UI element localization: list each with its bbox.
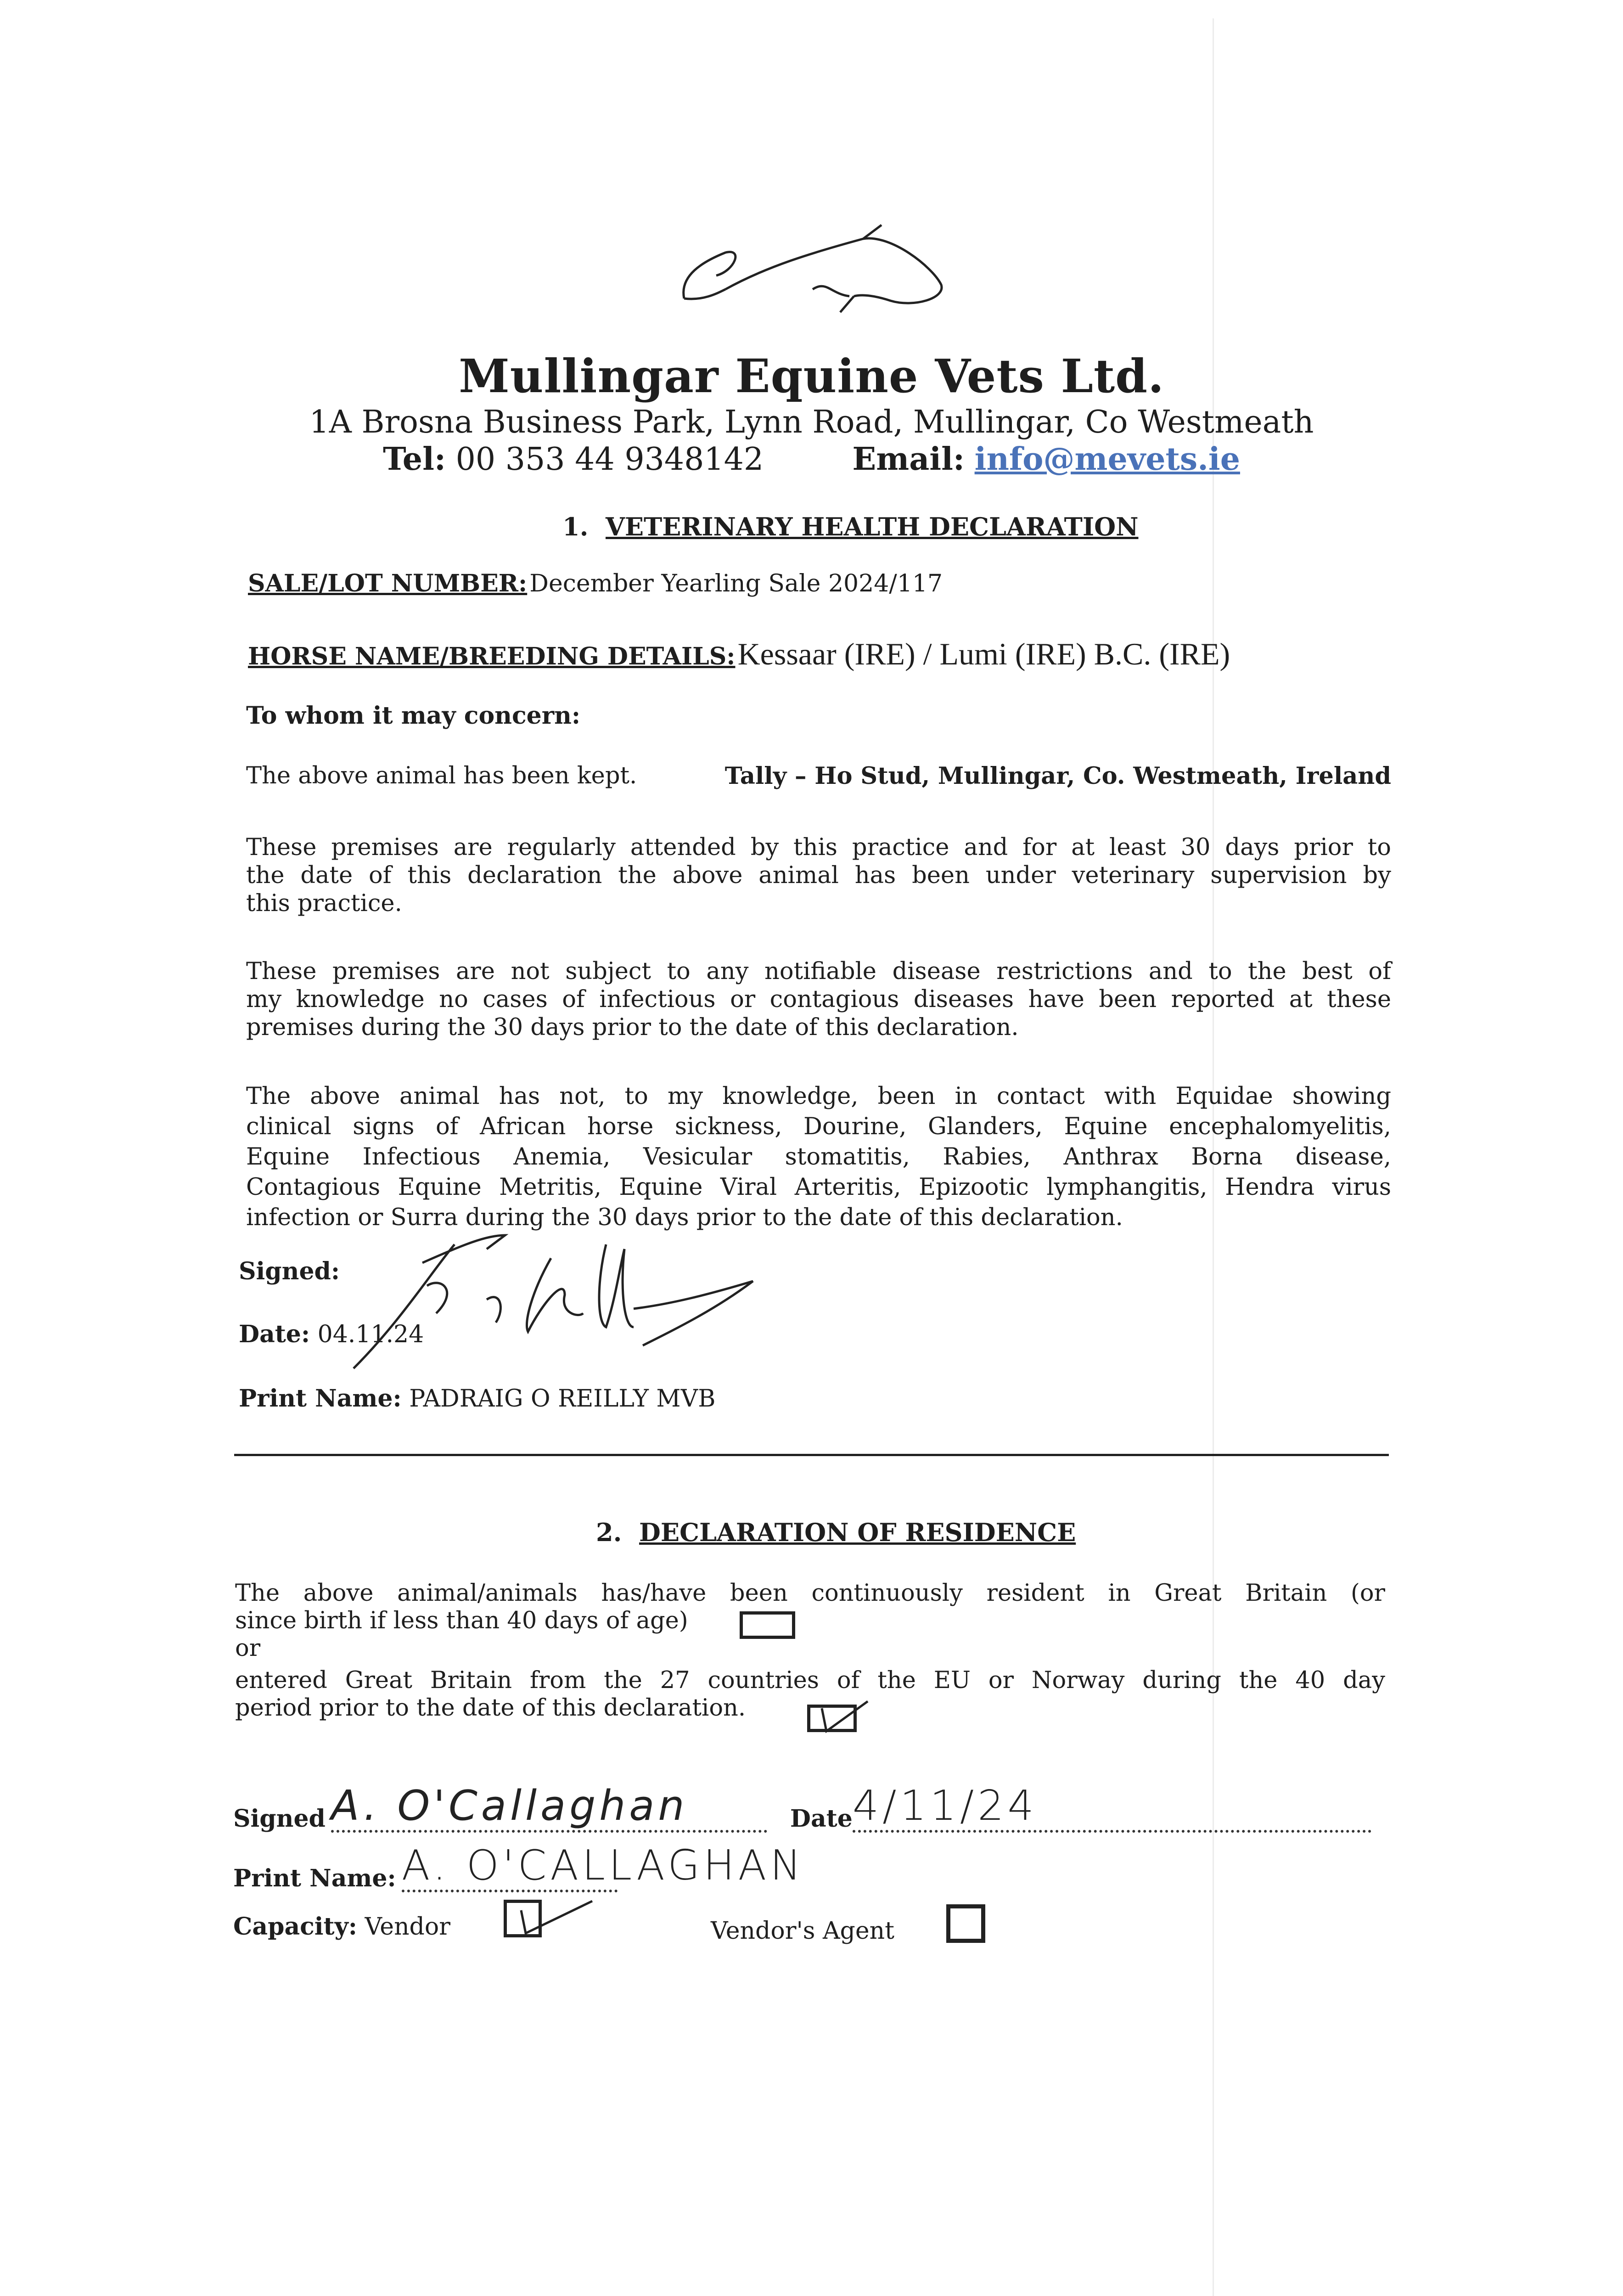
tel-number: 00 353 44 9348142 [455, 441, 764, 478]
horse-details-value: Kessaar (IRE) / Lumi (IRE) B.C. (IRE) [737, 636, 1230, 671]
owner-print-label: Print Name: [233, 1864, 396, 1892]
checkmark-icon [813, 1694, 882, 1740]
section1-number: 1. [562, 512, 589, 541]
line: my knowledge no cases of infectious or contagious diseases have been reported at these [246, 986, 1391, 1013]
horse-details-label: HORSE NAME/BREEDING DETAILS: [248, 642, 736, 670]
vet-date-label: Date: [239, 1320, 310, 1348]
capacity-row [233, 1913, 450, 1941]
line: premises during the 30 days prior to the date of this declaration. [246, 1014, 1019, 1041]
paragraph-diseases [246, 1081, 1391, 1233]
line: clinical signs of African horse sickness, Dourine, Glanders, Equine encephalomyelitis, [246, 1113, 1391, 1140]
company-name: Mullingar Equine Vets Ltd. [459, 349, 1164, 403]
paragraph-supervision [246, 833, 1391, 917]
checkmark-icon [510, 1892, 601, 1942]
sale-lot-label: SALE/LOT NUMBER: [248, 569, 528, 597]
owner-print-value: A. O'CALLAGHAN [402, 1841, 618, 1892]
agent-label: Vendor's Agent [711, 1917, 895, 1945]
sale-lot-row [248, 569, 943, 597]
section2-number: 2. [596, 1518, 622, 1547]
section2-title: DECLARATION OF RESIDENCE [639, 1518, 1076, 1547]
line: These premises are regularly attended by this practice and for at least 30 days prior to [246, 834, 1391, 861]
section-divider [234, 1454, 1389, 1456]
resident-checkbox[interactable] [740, 1611, 795, 1639]
owner-print-row [233, 1841, 805, 1892]
email-link[interactable]: info@mevets.ie [974, 441, 1240, 478]
line: These premises are not subject to any notifiable disease restrictions and to the best of [246, 958, 1391, 985]
line: Contagious Equine Metritis, Equine Viral Arteritis, Epizootic lymphangitis, Hendra virus [246, 1174, 1391, 1201]
owner-signed-row [233, 1782, 1371, 1833]
vet-print-value: PADRAIG O REILLY MVB [409, 1385, 716, 1412]
owner-signature: A. O'Callaghan [331, 1782, 767, 1833]
owner-signed-label: Signed [233, 1805, 326, 1833]
capacity-label: Capacity: [233, 1913, 357, 1941]
section2-heading [596, 1518, 1076, 1547]
line: this practice. [246, 890, 402, 917]
sale-lot-value: December Yearling Sale 2024/117 [529, 570, 943, 597]
line: entered Great Britain from the 27 countries of the EU or Norway during the 40 day [235, 1667, 1385, 1694]
line: since birth if less than 40 days of age) [235, 1607, 688, 1634]
line: The above animal has not, to my knowledge, been in contact with Equidae showing [246, 1083, 1391, 1110]
vet-date-value: 04.11.24 [317, 1321, 424, 1348]
vet-print-label: Print Name: [239, 1384, 402, 1412]
line: Equine Infectious Anemia, Vesicular stomatitis, Rabies, Anthrax Borna disease, [246, 1143, 1391, 1171]
line: period prior to the date of this declaration. [235, 1694, 746, 1722]
email-label: Email: [852, 441, 965, 478]
company-address: 1A Brosna Business Park, Lynn Road, Mullingar, Co Westmeath [309, 404, 1314, 440]
horse-logo-icon [675, 220, 969, 321]
contact-line [0, 441, 1623, 478]
tel-label: Tel: [383, 441, 446, 478]
section1-heading [562, 512, 1138, 541]
section1-title: VETERINARY HEALTH DECLARATION [605, 512, 1139, 541]
salutation: To whom it may concern: [246, 702, 581, 730]
paragraph-restrictions [246, 957, 1391, 1041]
owner-date-label: Date [790, 1805, 853, 1833]
line: The above animal/animals has/have been continuously resident in Great Britain (or [235, 1580, 1385, 1607]
line: the date of this declaration the above animal has been under veterinary supervision by [246, 862, 1391, 889]
horse-details-row [248, 636, 1230, 672]
residence-text [235, 1580, 1385, 1722]
vet-print-row [239, 1384, 715, 1412]
kept-line [246, 762, 1391, 790]
vet-signed-label: Signed: [239, 1257, 340, 1285]
kept-text: The above animal has been kept. [246, 762, 637, 789]
agent-checkbox[interactable] [946, 1904, 985, 1943]
line: or [235, 1635, 261, 1662]
vendor-label: Vendor [365, 1913, 451, 1941]
kept-place: Tally – Ho Stud, Mullingar, Co. Westmeath, Ireland [724, 762, 1391, 790]
line: infection or Surra during the 30 days prior to the date of this declaration. [246, 1204, 1123, 1231]
owner-date-value: 4/11/24 [853, 1782, 1371, 1833]
vet-signature [349, 1221, 781, 1373]
